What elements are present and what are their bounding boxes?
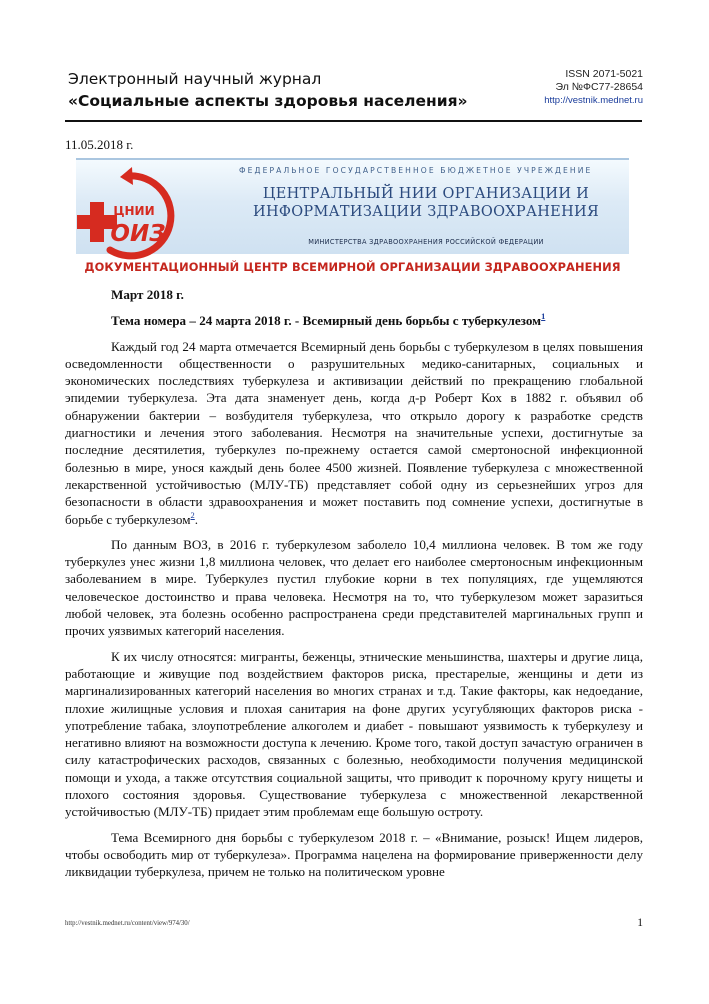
publication-date: 11.05.2018 г. [65,137,134,152]
paragraph-3: К их числу относятся: мигранты, беженцы, этнические меньшинства, шахтеры и другие лица, работающие и живущие под воздействием факторов риска, престарелые, женщины и дети из маргинализированных категорий населения во многих странах и т.д. Такие факторы, как недоедание, плохие жилищные условия и плохая санитария на фоне других усугубляющих факторов риска - употребление табака, злоупотребление алкоголем и диабет - повышают уязвимость к туберкулезу и негативно влияют на возможности доступа к лечению. Кроме того, такой доступ зачастую ограничен в силу катастрофических расходов, связанных с болезнью, необходимости получения медицинской помощи и ухода, а также отсутствия социальной защиты, что приводит к порочному кругу нищеты и плохого состояния здоровья. Существование туберкулеза с множественной лекарственной устойчивостью (МЛУ-ТБ) придает этим проблемам еще большую остроту. [65,648,643,820]
paragraph-4: Тема Всемирного дня борьбы с туберкулезом 2018 г. – «Внимание, розыск! Ищем лидеров, чтобы освободить мир от туберкулеза». Программа нацелена на формирование приверженности делу ликвидации туберкулеза, причем не только на политическом уровне [65,829,643,880]
journal-title [68,68,528,112]
article-month: Март 2018 г. [111,287,184,302]
institute-line-2: ИНФОРМАТИЗАЦИИ ЗДРАВООХРАНЕНИЯ [253,204,599,220]
institute-line-1: ЦЕНТРАЛЬНЫЙ НИИ ОРГАНИЗАЦИИ И [262,186,590,202]
banner-federal-line: ФЕДЕРАЛЬНОЕ ГОСУДАРСТВЕННОЕ БЮДЖЕТНОЕ УЧРЕЖДЕНИЕ [239,166,593,175]
logo-text-top: ЦНИИ [113,204,155,218]
logo-text-bottom: ОИЗ [110,221,166,247]
article-body [65,286,643,881]
journal-url-link[interactable]: http://vestnik.mednet.ru [544,95,643,106]
banner-ministry-line: МИНИСТЕРСТВА ЗДРАВООХРАНЕНИЯ РОССИЙСКОЙ ФЕДЕРАЦИИ [308,238,544,246]
header-divider [65,120,642,122]
paragraph-1 [65,338,643,528]
footer-url-link[interactable]: http://vestnik.mednet.ru/content/view/974/30/ [65,920,190,927]
paragraph-1-end: . [194,511,199,527]
article-topic-text: Тема номера – 24 марта 2018 г. - Всемирный день борьбы с туберкулезом [111,313,542,329]
institution-banner [76,158,629,278]
article-topic [65,312,643,329]
footnote-link-2[interactable]: 2 [190,509,195,520]
registration-number: Эл №ФС77-28654 [555,81,643,93]
footnote-link-1[interactable]: 1 [541,311,546,322]
issn-number: ISSN 2071-5021 [565,68,643,80]
paragraph-1-text: Каждый год 24 марта отмечается Всемирный день борьбы с туберкулезом в целях повышения осведомленности общественности о разрушительных медико-санитарных, социальных и экономических последствиях туберкулеза и активизации действий по прекращению глобальной эпидемии туберкулеза. Эта дата знаменует день, когда д-р Роберт Кох в 1882 г. объявил об обнаружении бактерии – возбудителя туберкулеза, что открыло дорогу к разработке средств диагностики и лечения этого заболевания. Несмотря на значительные успехи, достигнутые за последние десятилетия, туберкулез по-прежнему остается самой смертоносной инфекционной болезнью в мире, унося каждый день более 4500 жизней. Появление туберкулеза с множественной лекарственной устойчивостью (МЛУ-ТБ) представляет собой одну из серьезнейших угроз для безопасности в области здравоохранения и может поставить под сомнение успехи, достигнутые в борьбе с туберкулезом [65,338,643,527]
banner-who-center: ДОКУМЕНТАЦИОННЫЙ ЦЕНТР ВСЕМИРНОЙ ОРГАНИЗАЦИИ ЗДРАВООХРАНЕНИЯ [84,260,621,274]
journal-name: «Социальные аспекты здоровья населения» [68,92,468,110]
cniioiz-logo [76,158,186,268]
journal-type: Электронный научный журнал [68,70,322,88]
page-number: 1 [637,917,643,929]
banner-institute-name [226,185,626,221]
paragraph-2: По данным ВОЗ, в 2016 г. туберкулезом заболело 10,4 миллиона человек. В том же году туберкулез унес жизни 1,8 миллиона человек, что делает его наиболее смертоносным инфекционным заболеванием в мире. Туберкулез пустил глубокие корни в тех популяциях, где ущемляются человеческое достоинство и права человека. Несмотря на то, что туберкулезом может заразиться любой человек, эта болезнь особенно распространена среди представителей маргинальных групп и прочих уязвимых категорий населения. [65,536,643,639]
journal-registration [544,68,643,107]
